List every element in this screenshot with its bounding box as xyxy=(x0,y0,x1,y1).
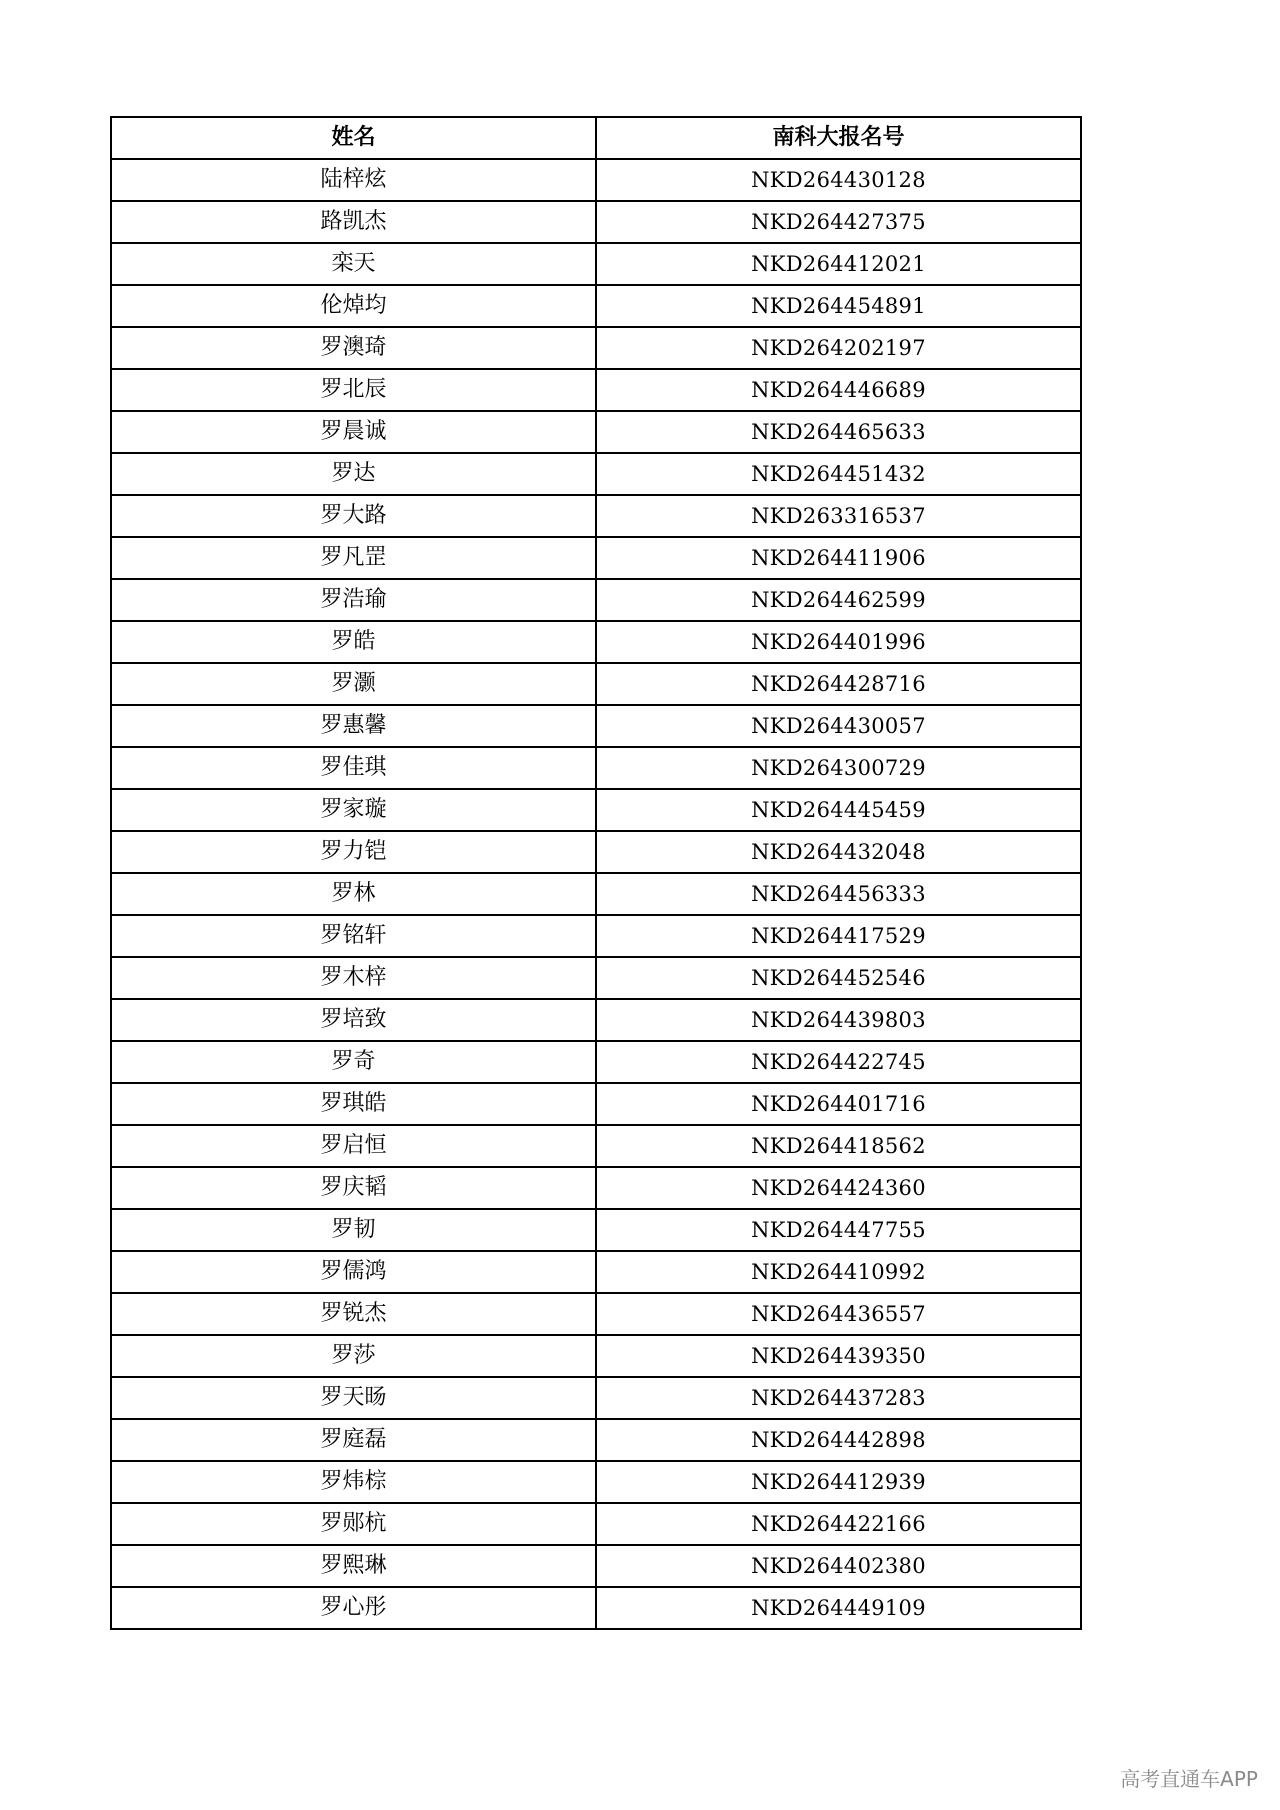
student-name-cell: 罗大路 xyxy=(111,495,596,537)
table-row xyxy=(111,1167,1081,1209)
registration-number-cell: NKD264430057 xyxy=(596,705,1081,747)
registration-number-cell: NKD264411906 xyxy=(596,537,1081,579)
registration-number-cell: NKD264456333 xyxy=(596,873,1081,915)
student-name-cell: 罗凡罡 xyxy=(111,537,596,579)
registration-number-cell: NKD264465633 xyxy=(596,411,1081,453)
table-row xyxy=(111,327,1081,369)
roster-body xyxy=(111,159,1081,1629)
student-name-cell: 罗木梓 xyxy=(111,957,596,999)
table-row xyxy=(111,495,1081,537)
registration-number-cell: NKD263316537 xyxy=(596,495,1081,537)
table-row xyxy=(111,1293,1081,1335)
table-row xyxy=(111,789,1081,831)
table-row xyxy=(111,1083,1081,1125)
student-name-cell: 罗奇 xyxy=(111,1041,596,1083)
table-row xyxy=(111,537,1081,579)
registration-number-cell: NKD264202197 xyxy=(596,327,1081,369)
registration-number-cell: NKD264439350 xyxy=(596,1335,1081,1377)
registration-number-cell: NKD264428716 xyxy=(596,663,1081,705)
table-row xyxy=(111,705,1081,747)
table-row xyxy=(111,1335,1081,1377)
student-name-cell: 罗心彤 xyxy=(111,1587,596,1629)
registration-number-cell: NKD264462599 xyxy=(596,579,1081,621)
student-name-cell: 罗灏 xyxy=(111,663,596,705)
table-row xyxy=(111,243,1081,285)
student-name-cell: 罗郧杭 xyxy=(111,1503,596,1545)
table-row xyxy=(111,831,1081,873)
registration-number-cell: NKD264300729 xyxy=(596,747,1081,789)
student-name-cell: 罗炜棕 xyxy=(111,1461,596,1503)
header-name: 姓名 xyxy=(111,117,596,159)
table-row xyxy=(111,621,1081,663)
table-row xyxy=(111,285,1081,327)
student-name-cell: 罗韧 xyxy=(111,1209,596,1251)
header-registration-no: 南科大报名号 xyxy=(596,117,1081,159)
table-row xyxy=(111,999,1081,1041)
table-row xyxy=(111,1251,1081,1293)
registration-number-cell: NKD264449109 xyxy=(596,1587,1081,1629)
roster-sheet xyxy=(110,116,1080,1630)
table-row xyxy=(111,747,1081,789)
student-name-cell: 罗琪皓 xyxy=(111,1083,596,1125)
student-name-cell: 陆梓炫 xyxy=(111,159,596,201)
registration-number-cell: NKD264427375 xyxy=(596,201,1081,243)
student-name-cell: 罗熙琳 xyxy=(111,1545,596,1587)
table-row xyxy=(111,915,1081,957)
registration-number-cell: NKD264447755 xyxy=(596,1209,1081,1251)
student-name-cell: 伦焯均 xyxy=(111,285,596,327)
table-row xyxy=(111,1041,1081,1083)
table-row xyxy=(111,1209,1081,1251)
student-name-cell: 罗莎 xyxy=(111,1335,596,1377)
table-row xyxy=(111,1419,1081,1461)
registration-number-cell: NKD264417529 xyxy=(596,915,1081,957)
table-row xyxy=(111,663,1081,705)
registration-number-cell: NKD264432048 xyxy=(596,831,1081,873)
student-name-cell: 罗林 xyxy=(111,873,596,915)
table-row xyxy=(111,1545,1081,1587)
student-name-cell: 罗儒鸿 xyxy=(111,1251,596,1293)
table-row xyxy=(111,1461,1081,1503)
registration-number-cell: NKD264401996 xyxy=(596,621,1081,663)
registration-number-cell: NKD264454891 xyxy=(596,285,1081,327)
table-row xyxy=(111,1377,1081,1419)
student-name-cell: 罗皓 xyxy=(111,621,596,663)
table-row xyxy=(111,1587,1081,1629)
registration-number-cell: NKD264422745 xyxy=(596,1041,1081,1083)
student-name-cell: 罗澳琦 xyxy=(111,327,596,369)
table-row xyxy=(111,453,1081,495)
table-row xyxy=(111,1125,1081,1167)
registration-number-cell: NKD264412021 xyxy=(596,243,1081,285)
table-row xyxy=(111,873,1081,915)
table-row xyxy=(111,411,1081,453)
student-name-cell: 罗惠馨 xyxy=(111,705,596,747)
table-row xyxy=(111,957,1081,999)
student-name-cell: 罗天旸 xyxy=(111,1377,596,1419)
student-name-cell: 路凯杰 xyxy=(111,201,596,243)
registration-number-cell: NKD264436557 xyxy=(596,1293,1081,1335)
table-row xyxy=(111,159,1081,201)
student-name-cell: 罗铭轩 xyxy=(111,915,596,957)
registration-number-cell: NKD264410992 xyxy=(596,1251,1081,1293)
student-name-cell: 罗庭磊 xyxy=(111,1419,596,1461)
table-row xyxy=(111,579,1081,621)
student-name-cell: 罗启恒 xyxy=(111,1125,596,1167)
table-row xyxy=(111,369,1081,411)
student-name-cell: 栾天 xyxy=(111,243,596,285)
student-name-cell: 罗佳琪 xyxy=(111,747,596,789)
registration-number-cell: NKD264424360 xyxy=(596,1167,1081,1209)
student-name-cell: 罗锐杰 xyxy=(111,1293,596,1335)
registration-number-cell: NKD264439803 xyxy=(596,999,1081,1041)
app-watermark: 高考直通车APP xyxy=(1120,1767,1258,1791)
registration-number-cell: NKD264452546 xyxy=(596,957,1081,999)
registration-number-cell: NKD264402380 xyxy=(596,1545,1081,1587)
table-row xyxy=(111,1503,1081,1545)
registration-number-cell: NKD264446689 xyxy=(596,369,1081,411)
table-row xyxy=(111,201,1081,243)
student-name-cell: 罗达 xyxy=(111,453,596,495)
registration-number-cell: NKD264418562 xyxy=(596,1125,1081,1167)
student-name-cell: 罗北辰 xyxy=(111,369,596,411)
student-name-cell: 罗庆韬 xyxy=(111,1167,596,1209)
student-name-cell: 罗力铠 xyxy=(111,831,596,873)
student-name-cell: 罗浩瑜 xyxy=(111,579,596,621)
roster-table xyxy=(110,116,1082,1630)
registration-number-cell: NKD264430128 xyxy=(596,159,1081,201)
student-name-cell: 罗晨诚 xyxy=(111,411,596,453)
registration-number-cell: NKD264401716 xyxy=(596,1083,1081,1125)
registration-number-cell: NKD264451432 xyxy=(596,453,1081,495)
header-row xyxy=(111,117,1081,159)
registration-number-cell: NKD264445459 xyxy=(596,789,1081,831)
registration-number-cell: NKD264442898 xyxy=(596,1419,1081,1461)
student-name-cell: 罗培致 xyxy=(111,999,596,1041)
registration-number-cell: NKD264412939 xyxy=(596,1461,1081,1503)
registration-number-cell: NKD264422166 xyxy=(596,1503,1081,1545)
registration-number-cell: NKD264437283 xyxy=(596,1377,1081,1419)
student-name-cell: 罗家璇 xyxy=(111,789,596,831)
